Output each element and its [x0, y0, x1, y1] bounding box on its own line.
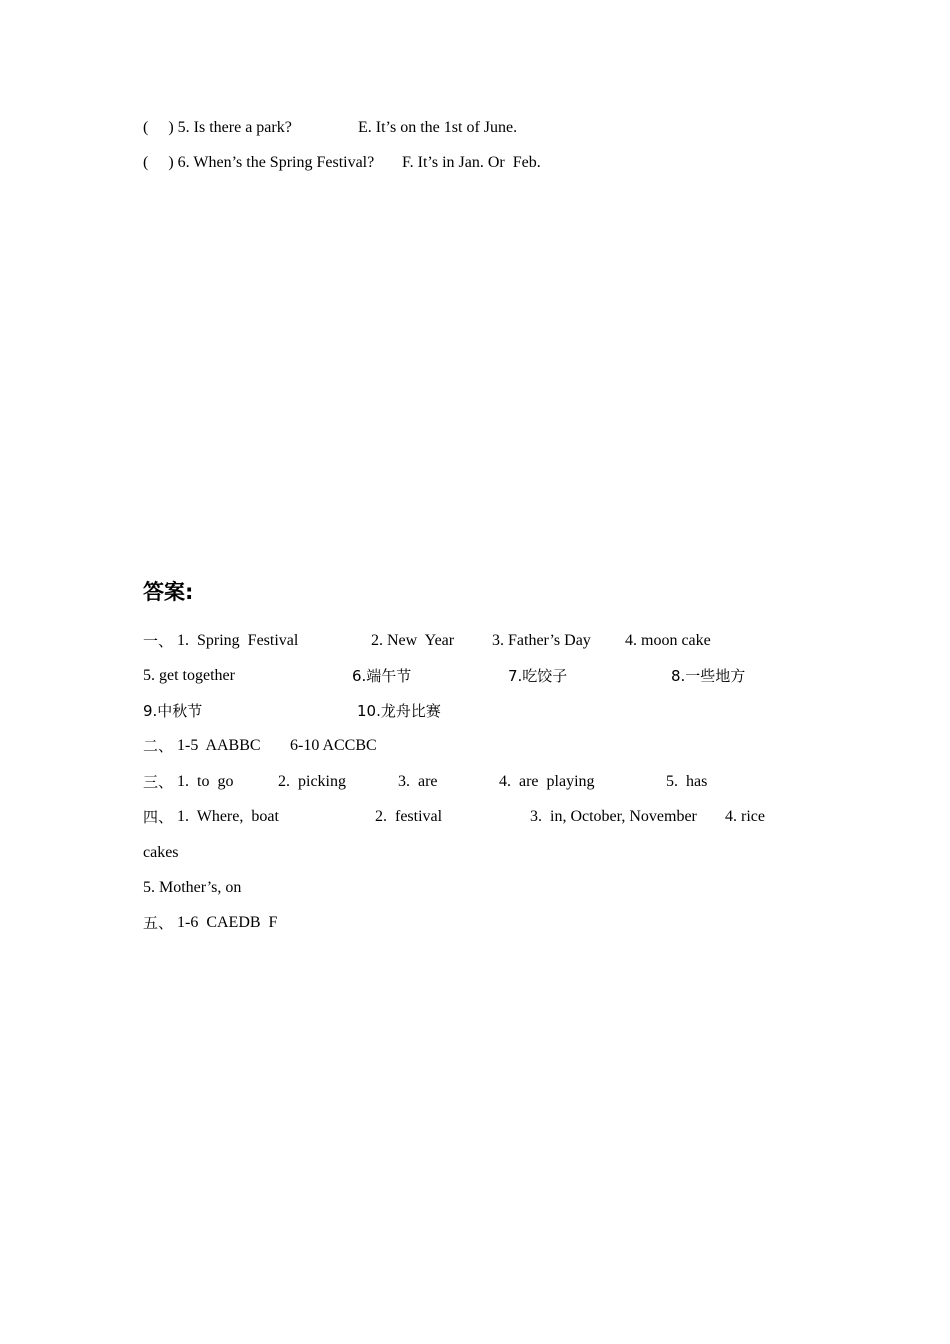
answers-heading: 答案:: [143, 580, 194, 604]
s1-answer-6: 6.端午节: [352, 667, 412, 685]
s3-answer-1: 1. to go: [177, 773, 234, 790]
s1-answer-5: 5. get together: [143, 667, 235, 684]
s1-answer-3: 3. Father’s Day: [492, 632, 591, 649]
s3-answer-2: 2. picking: [278, 773, 346, 790]
s4-answer-4-continued: cakes: [143, 844, 179, 861]
section-1-prefix: 一、: [143, 632, 174, 650]
s1-answer-8: 8.一些地方: [671, 667, 746, 685]
s3-answer-5: 5. has: [666, 773, 708, 790]
s4-answer-3: 3. in, October, November: [530, 808, 697, 825]
section-5-prefix: 五、: [143, 914, 174, 932]
option-e-text: E. It’s on the 1st of June.: [358, 119, 518, 136]
s1-answer-1: 1. Spring Festival: [177, 632, 299, 649]
s3-answer-4: 4. are playing: [499, 773, 595, 790]
s4-answer-1: 1. Where, boat: [177, 808, 279, 825]
s2-answer-1-5: 1-5 AABBC: [177, 737, 261, 754]
section-4-prefix: 四、: [143, 808, 174, 826]
s4-answer-5: 5. Mother’s, on: [143, 879, 242, 896]
s1-answer-10: 10.龙舟比赛: [357, 702, 441, 720]
s1-answer-2: 2. New Year: [371, 632, 455, 649]
s1-answer-7: 7.吃饺子: [508, 667, 568, 685]
s1-answer-9: 9.中秋节: [143, 702, 203, 720]
s1-answer-4: 4. moon cake: [625, 632, 711, 649]
option-f-text: F. It’s in Jan. Or Feb.: [402, 154, 541, 171]
section-3-prefix: 三、: [143, 773, 174, 791]
s4-answer-2: 2. festival: [375, 808, 443, 825]
section-2-prefix: 二、: [143, 737, 174, 755]
s5-answer-1-6: 1-6 CAEDB F: [177, 914, 278, 931]
question-5-text: ( ) 5. Is there a park?: [143, 119, 292, 136]
s3-answer-3: 3. are: [398, 773, 438, 790]
question-6-text: ( ) 6. When’s the Spring Festival?: [143, 154, 375, 171]
s2-answer-6-10: 6-10 ACCBC: [290, 737, 377, 754]
s4-answer-4: 4. rice: [725, 808, 765, 825]
